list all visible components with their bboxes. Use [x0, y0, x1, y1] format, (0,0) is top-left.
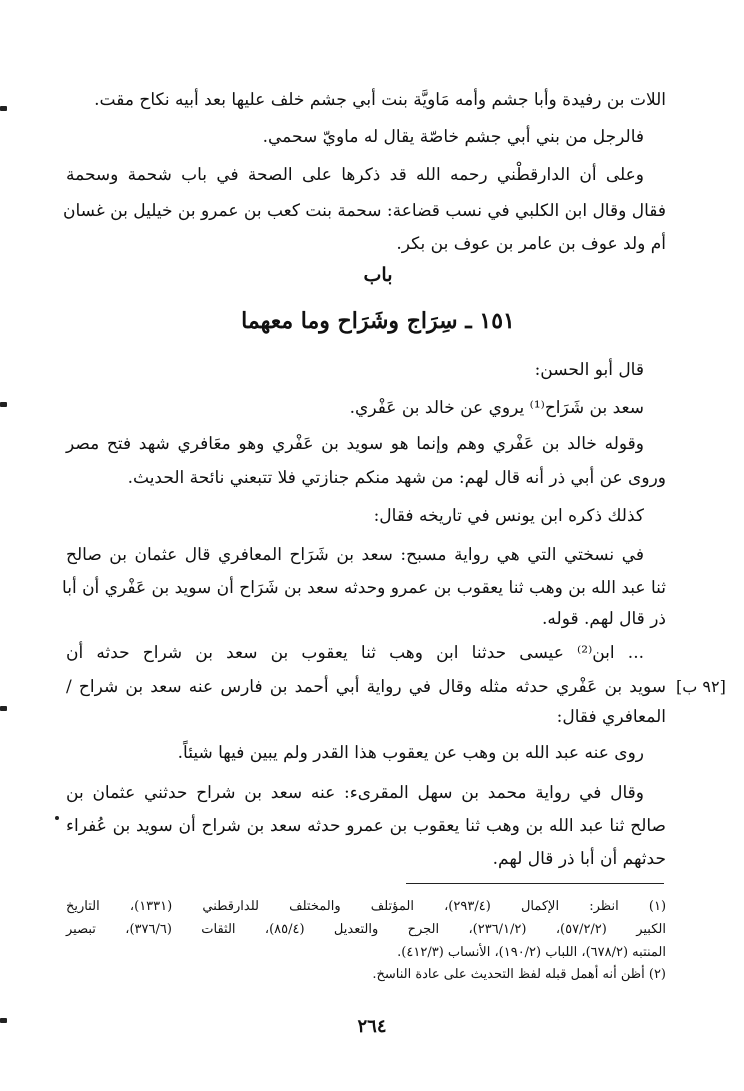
footnote-line-4: (٢) أظن أنه أهمل قبله لفظ التحديث على عادة الناسخ. — [372, 967, 666, 982]
scan-mark — [0, 402, 7, 407]
section-line-2: سعد بن شَرَاح⁽¹⁾ يروي عن خالد بن عَفْري. — [349, 398, 644, 418]
scan-mark — [0, 706, 7, 711]
section-line-8: ذر قال لهم. قوله. — [542, 609, 666, 629]
section-line-3: وقوله خالد بن عَفْري وهم وإنما هو سويد بن عَفْري وهو معَافري شهد فتح مصر — [66, 434, 644, 454]
section-line-7: ثنا عبد الله بن وهب ثنا يعقوب بن عمرو وحدثه سعد بن شَرَاح أن سويد بن عَفْري أن أبا — [62, 578, 666, 598]
bab-heading: باب — [363, 264, 393, 286]
section-line-5: كذلك ذكره ابن يونس في تاريخه فقال: — [373, 506, 644, 526]
body-line-5: أم ولد عوف بن عامر بن عوف بن بكر. — [396, 234, 666, 254]
body-line-4: فقال وقال ابن الكلبي في نسب قضاعة: سحمة بنت كعب بن عمرو بن خيليل بن غسان — [63, 201, 666, 221]
section-line-6: في نسختي التي هي رواية مسبح: سعد بن شَرَاح المعافري قال عثمان بن صالح — [66, 545, 644, 565]
chapter-heading: ١٥١ ـ سِرَاج وشَرَاح وما معهما — [241, 308, 515, 334]
section-line-11: المعافري فقال: — [556, 707, 666, 727]
scan-dot — [55, 816, 59, 820]
section-line-13: وقال في رواية محمد بن سهل المقرىء: عنه سعد بن شراح حدثني عثمان بن — [66, 783, 644, 803]
body-line-2: فالرجل من بني أبي جشم خاصّة يقال له ماويّ سحمي. — [262, 127, 644, 147]
folio-margin-note: [٩٢ ب] — [676, 677, 726, 696]
footnote-separator — [406, 883, 664, 884]
section-line-14: صالح ثنا عبد الله بن وهب ثنا يعقوب بن عمرو حدثه سعد بن شراح أن سويد بن عُفراء — [66, 816, 666, 836]
body-line-1: اللات بن رفيدة وأبا جشم وأمه مَاويَّة بنت أبي جشم خلف عليها بعد أبيه نكاح مقت. — [94, 90, 666, 110]
footnote-line-2: الكبير (٥٧/٢/٢)، (٢٣٦/١/٢)، الجرح والتعديل (٨٥/٤)، الثقات (٣٧٦/٦)، تبصير — [66, 922, 666, 937]
section-line-10: سويد بن عَفْري حدثه مثله وقال في رواية أبي أحمد بن فارس عنه سعد بن شراح / — [66, 677, 666, 697]
footnote-line-1: (١) انظر: الإكمال (٢٩٣/٤)، المؤتلف والمختلف للدارقطني (١٣٣١)، التاريخ — [66, 899, 667, 914]
section-line-1: قال أبو الحسن: — [534, 360, 644, 380]
section-line-4: وروى عن أبي ذر أنه قال لهم: من شهد منكم جنازتي فلا تتبعني نائحة الحديث. — [127, 468, 666, 488]
footnote-line-3: المنتبه (٦٧٨/٢)، اللباب (١٩٠/٢)، الأنساب (٤١٢/٣). — [397, 945, 666, 960]
section-line-15: حدثهم أن أبا ذر قال لهم. — [492, 849, 666, 869]
scan-mark — [0, 106, 7, 111]
section-line-12: روى عنه عبد الله بن وهب عن يعقوب هذا القدر ولم يبين فيها شيئاً. — [177, 743, 644, 763]
page-number: ٢٦٤ — [357, 1016, 387, 1037]
section-line-9: ... ابن⁽²⁾ عيسى حدثنا ابن وهب ثنا يعقوب بن سعد بن شراح حدثه أن — [66, 643, 644, 663]
body-line-3: وعلى أن الدارقطْني رحمه الله قد ذكرها على الصحة في باب شحمة وسحمة — [66, 165, 644, 185]
